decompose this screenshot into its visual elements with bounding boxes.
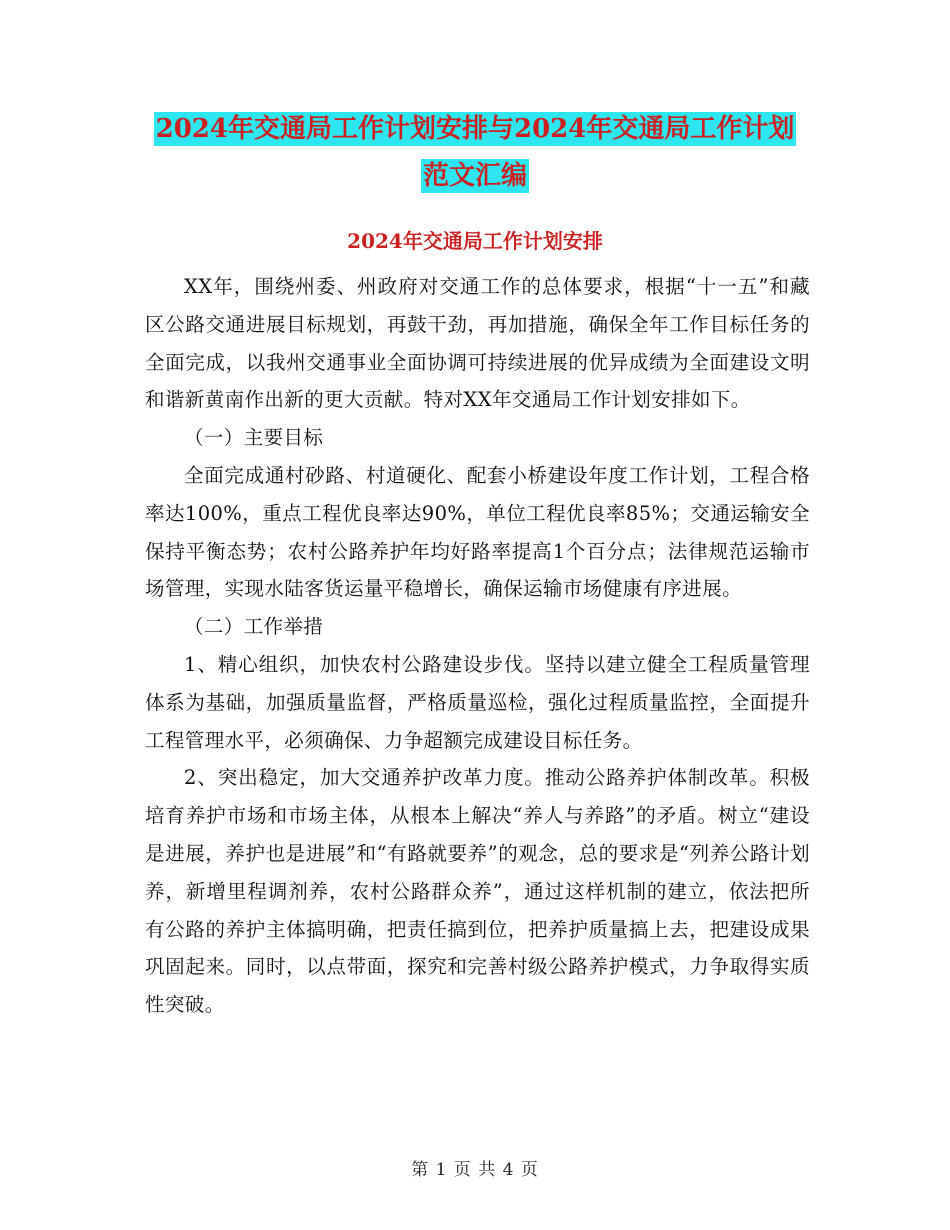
heading-main-goals: （一）主要目标 [184,426,324,450]
page-number-footer: 第 1 页 共 4 页 [411,1160,539,1180]
paragraph-goals: 全面完成通村砂路、村道硬化、配套小桥建设年度工作计划，工程合格率达100%，重点工程优良率达90%，单位工程优良率85%；交通运输安全保持平衡态势；农村公路养护年均好路率提高1个百分点；法律规范运输市场管理，实现水陆客货运量平稳增长，确保运输市场健康有序进展。 [145,463,810,601]
paragraph-intro: XX年，围绕州委、州政府对交通工作的总体要求，根据“十一五”和藏区公路交通进展目标规划，再鼓干劲，再加措施，确保全年工作目标任务的全面完成，以我州交通事业全面协调可持续进展的优异成绩为全面建设文明和谐新黄南作出新的更大贡献。特对XX年交通局工作计划安排如下。 [145,275,810,412]
document-body [145,268,810,1024]
section-title: 2024年交通局工作计划安排 [347,229,603,253]
document-title-line-1: 2024年交通局工作计划安排与2024年交通局工作计划 [155,114,795,144]
paragraph-measure-2: 2、突出稳定，加大交通养护改革力度。推动公路养护体制改革。积极培育养护市场和市场主体，从根本上解决“养人与养路”的矛盾。树立“建设是进展，养护也是进展”和“有路就要养”的观念，总的要求是“列养公路计划养，新增里程调剂养，农村公路群众养”，通过这样机制的建立，依法把所有公路的养护主体搞明确，把责任搞到位，把养护质量搞上去，把建设成果巩固起来。同时，以点带面，探究和完善村级公路养护模式，力争取得实质性突破。 [145,766,810,1017]
document-title-line-2: 范文汇编 [422,161,527,191]
paragraph-measure-1: 1、精心组织，加快农村公路建设步伐。坚持以建立健全工程质量管理体系为基础，加强质量监督，严格质量巡检，强化过程质量监控，全面提升工程管理水平，必须确保、力争超额完成建设目标任务。 [145,652,810,752]
heading-measures: （二）工作举措 [184,615,324,639]
